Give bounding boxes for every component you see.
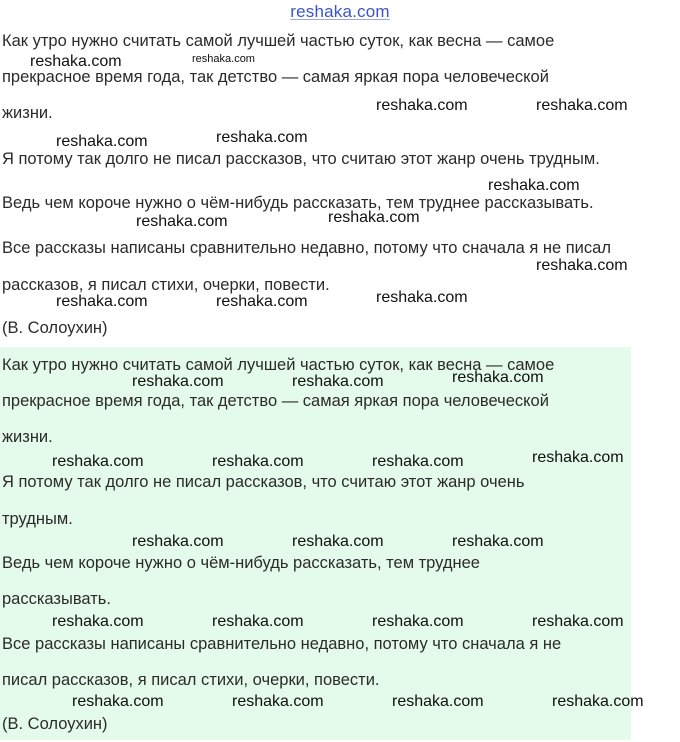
watermark: reshaka.com bbox=[132, 373, 224, 390]
watermark: reshaka.com bbox=[72, 693, 164, 710]
watermark: reshaka.com bbox=[552, 693, 644, 710]
text-line: рассказывать. bbox=[2, 590, 111, 608]
text-line: Я потому так долго не писал рассказов, что считаю этот жанр очень bbox=[2, 473, 525, 491]
watermark: reshaka.com bbox=[192, 53, 255, 65]
text-line: Ведь чем короче нужно о чём-нибудь рассказать, тем труднее bbox=[2, 554, 480, 572]
watermark: reshaka.com bbox=[376, 289, 468, 306]
watermark: reshaka.com bbox=[328, 209, 420, 226]
text-line: Все рассказы написаны сравнительно недавно, потому что сначала я не bbox=[2, 635, 562, 653]
watermark: reshaka.com bbox=[52, 613, 144, 630]
text-line: Все рассказы написаны сравнительно недавно, потому что сначала я не писал bbox=[2, 239, 611, 257]
text-line: писал рассказов, я писал стихи, очерки, повести. bbox=[2, 671, 380, 689]
watermark: reshaka.com bbox=[372, 613, 464, 630]
watermark: reshaka.com bbox=[216, 129, 308, 146]
watermark: reshaka.com bbox=[212, 613, 304, 630]
watermark: reshaka.com bbox=[56, 133, 148, 150]
watermark: reshaka.com bbox=[30, 53, 122, 70]
site-header-link[interactable]: reshaka.com bbox=[290, 2, 390, 21]
watermark: reshaka.com bbox=[488, 177, 580, 194]
watermark: reshaka.com bbox=[52, 453, 144, 470]
author-line: (В. Солоухин) bbox=[2, 715, 108, 733]
text-line: Как утро нужно считать самой лучшей частью суток, как весна — самое bbox=[2, 356, 555, 374]
text-line: рассказов, я писал стихи, очерки, повести. bbox=[2, 276, 330, 294]
text-line: трудным. bbox=[2, 510, 73, 528]
text-line: Я потому так долго не писал рассказов, что считаю этот жанр очень трудным. bbox=[2, 150, 600, 168]
watermark: reshaka.com bbox=[452, 369, 544, 386]
text-line: жизни. bbox=[2, 104, 53, 122]
watermark: reshaka.com bbox=[216, 293, 308, 310]
watermark: reshaka.com bbox=[452, 533, 544, 550]
watermark: reshaka.com bbox=[132, 533, 224, 550]
watermark: reshaka.com bbox=[372, 453, 464, 470]
text-line: Как утро нужно считать самой лучшей частью суток, как весна — самое bbox=[2, 32, 555, 50]
watermark: reshaka.com bbox=[232, 693, 324, 710]
watermark: reshaka.com bbox=[536, 97, 628, 114]
watermark: reshaka.com bbox=[136, 213, 228, 230]
watermark: reshaka.com bbox=[292, 373, 384, 390]
watermark: reshaka.com bbox=[292, 533, 384, 550]
text-line: жизни. bbox=[2, 428, 53, 446]
watermark: reshaka.com bbox=[212, 453, 304, 470]
text-line: Ведь чем короче нужно о чём-нибудь рассказать, тем труднее рассказывать. bbox=[2, 194, 594, 212]
author-line: (В. Солоухин) bbox=[2, 319, 108, 337]
watermark: reshaka.com bbox=[536, 257, 628, 274]
text-line: прекрасное время года, так детство — самая яркая пора человеческой bbox=[2, 392, 549, 410]
watermark: reshaka.com bbox=[376, 97, 468, 114]
watermark: reshaka.com bbox=[56, 293, 148, 310]
watermark: reshaka.com bbox=[532, 613, 624, 630]
text-line: прекрасное время года, так детство — самая яркая пора человеческой bbox=[2, 68, 549, 86]
watermark: reshaka.com bbox=[532, 449, 624, 466]
watermark: reshaka.com bbox=[392, 693, 484, 710]
